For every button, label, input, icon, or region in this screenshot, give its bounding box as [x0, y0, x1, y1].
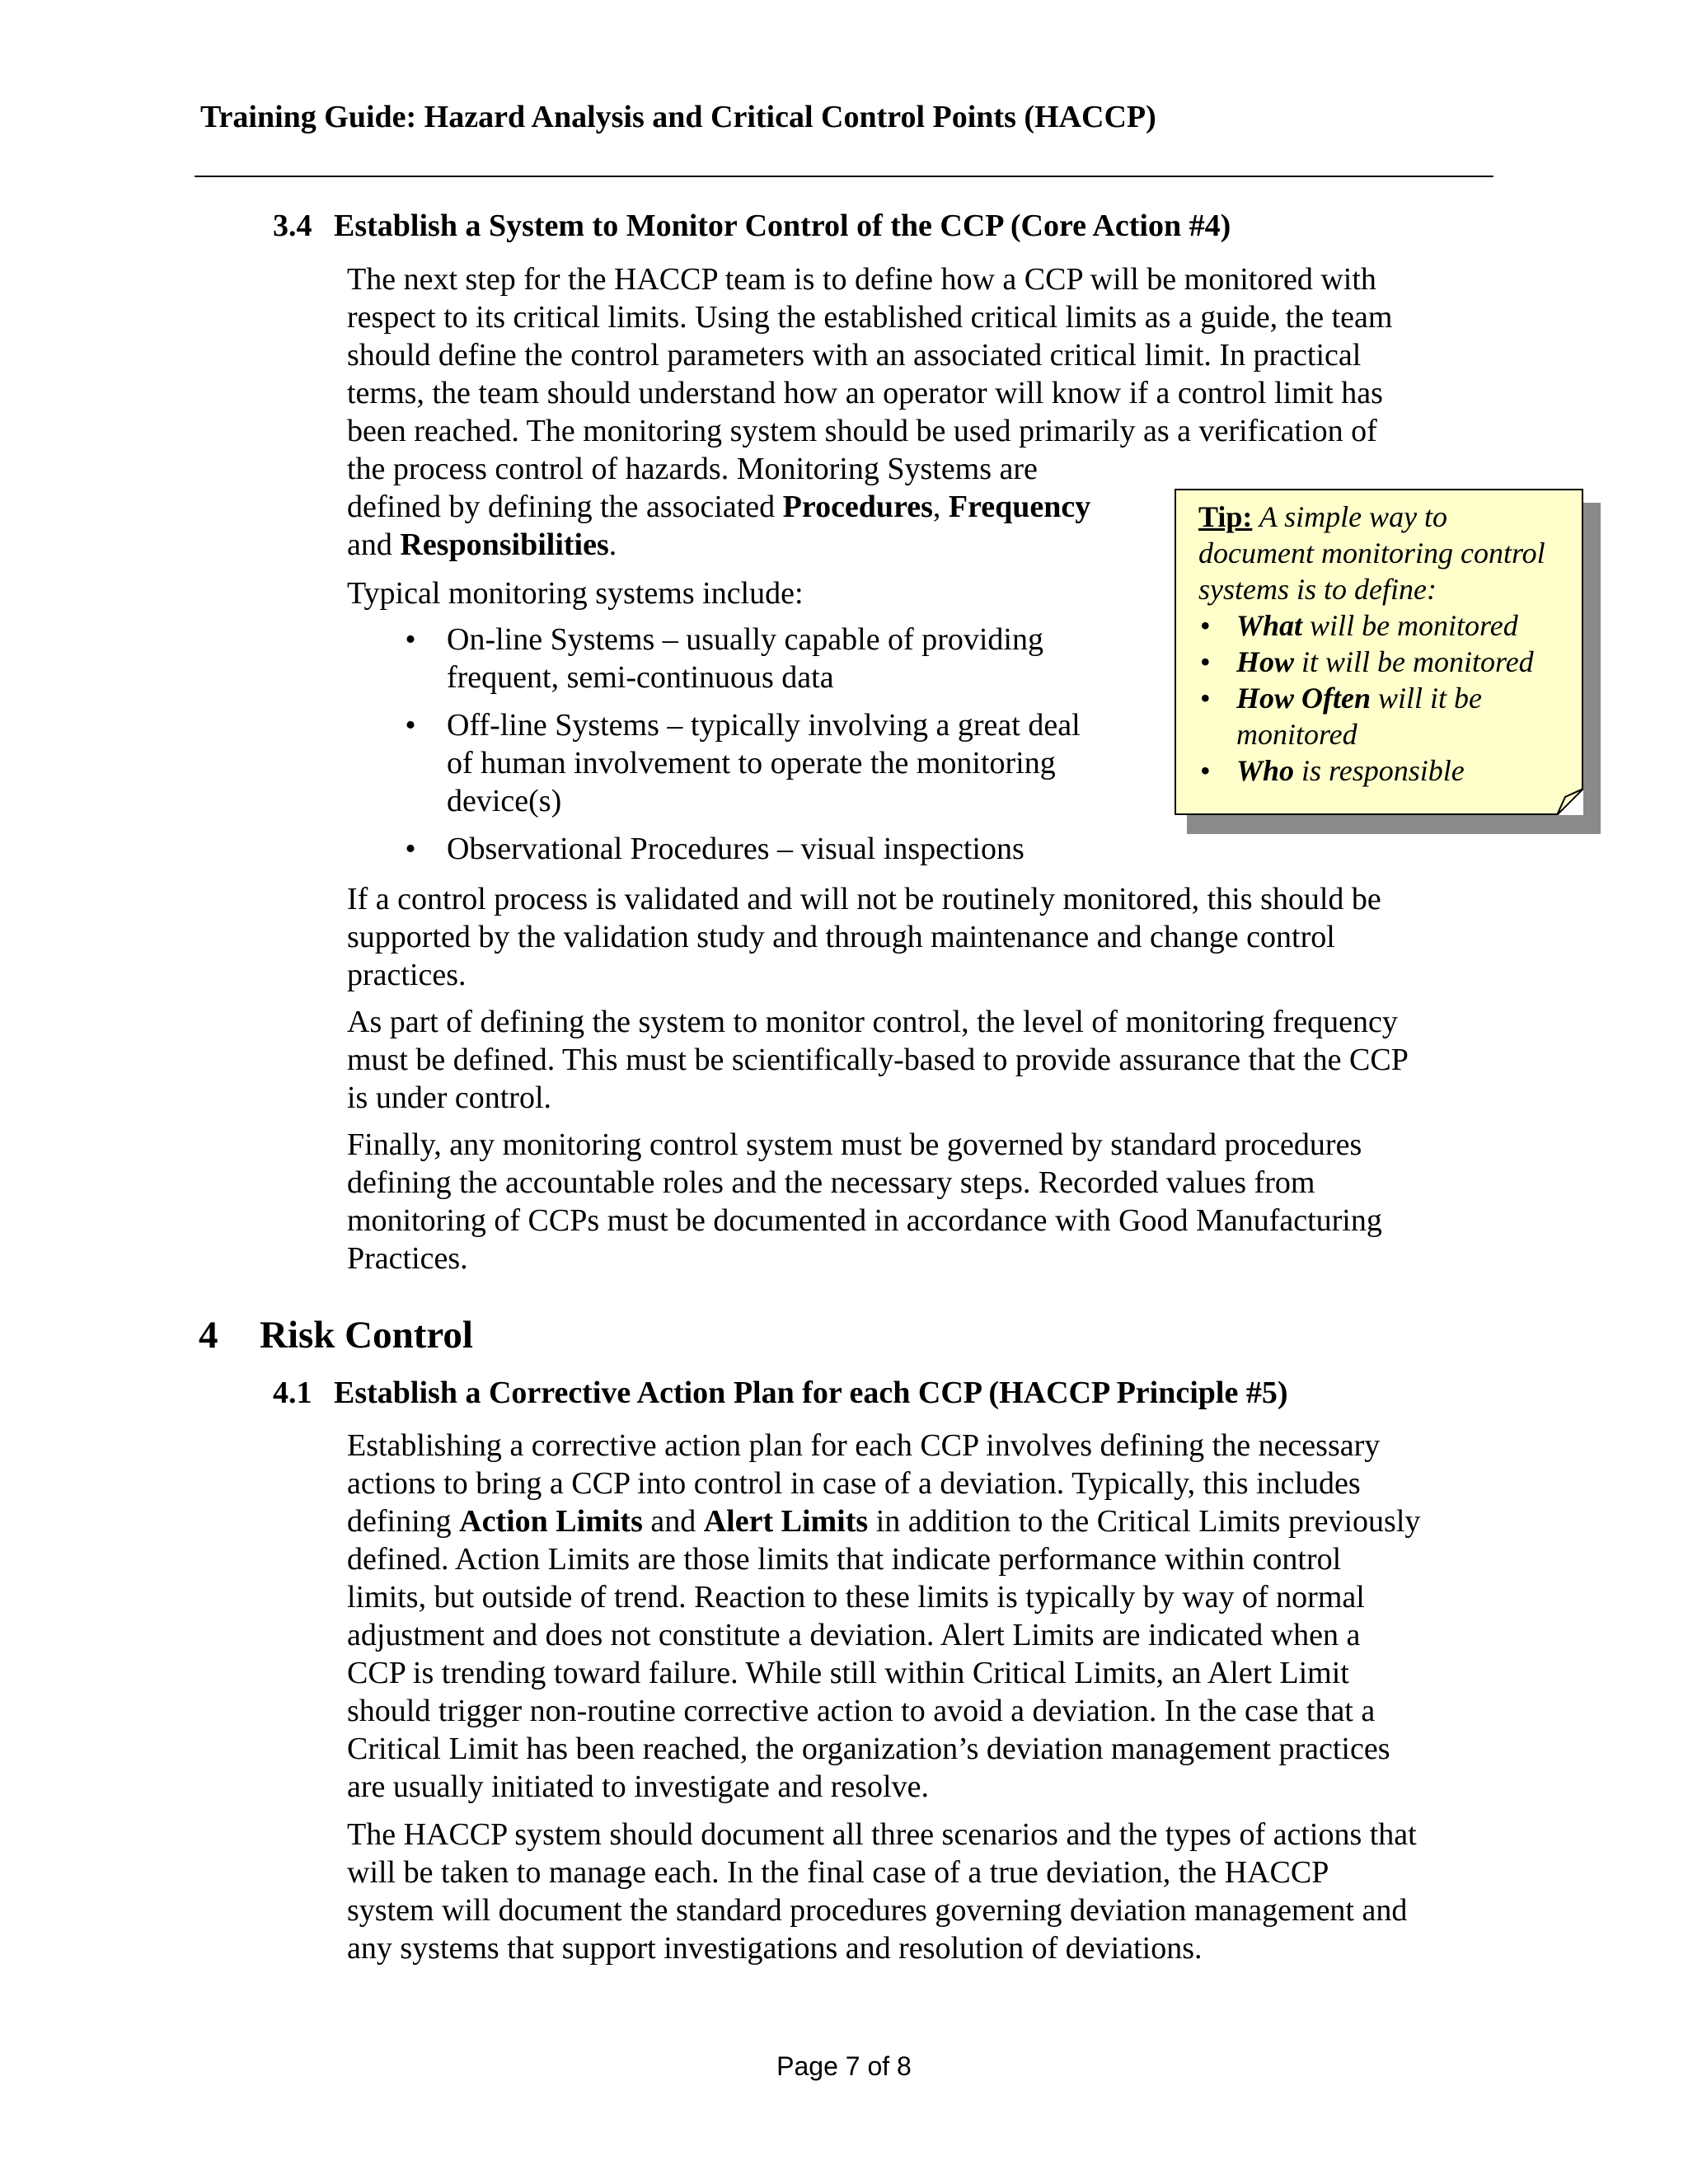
bullet-icon: • [405, 832, 416, 866]
section-number: 4 [199, 1314, 218, 1357]
text-line: actions to bring a CCP into control in case of a deviation. Typically, this includes [347, 1466, 1361, 1501]
bold-term-responsibilities: Responsibilities [400, 527, 609, 562]
section-number: 3.4 [273, 209, 312, 243]
list-item [1198, 680, 1565, 752]
section-title: Establish a System to Monitor Control of the CCP (Core Action #4) [334, 209, 1231, 243]
header-title: Training Guide: Hazard Analysis and Critical Control Points (HACCP) [200, 100, 1156, 134]
text-line: system will document the standard procedures governing deviation management and [347, 1893, 1408, 1928]
text-run: A simple way to [1252, 500, 1448, 533]
section-4-1-heading [273, 1373, 1287, 1413]
header-divider [195, 176, 1493, 177]
section-3-4-heading [273, 206, 1231, 246]
text-line: If a control process is validated and will not be routinely monitored, this should be [347, 882, 1381, 916]
bullet-icon: • [1200, 645, 1211, 678]
text-line: Observational Procedures – visual inspections [447, 832, 1025, 866]
text-line: Finally, any monitoring control system must be governed by standard procedures [347, 1127, 1362, 1162]
text-line: adjustment and does not constitute a deviation. Alert Limits are indicated when a [347, 1618, 1361, 1652]
text-run: . [608, 527, 617, 562]
text-line: The HACCP system should document all three scenarios and the types of actions that [347, 1817, 1417, 1852]
text-run: it will be monitored [1294, 645, 1534, 678]
text-line: As part of defining the system to monitor control, the level of monitoring frequency [347, 1005, 1398, 1039]
text-line: Off-line Systems – typically involving a great deal [447, 708, 1081, 743]
text-line: is under control. [347, 1080, 552, 1115]
text-run: monitored [1236, 718, 1357, 751]
bullet-icon: • [1200, 682, 1211, 715]
section-number: 4.1 [273, 1376, 312, 1410]
text-line: should define the control parameters with an associated critical limit. In practical [347, 338, 1362, 373]
text-line: defining the accountable roles and the necessary steps. Recorded values from [347, 1165, 1315, 1200]
text-line: limits, but outside of trend. Reaction to these limits is typically by way of normal [347, 1580, 1365, 1615]
list-item [347, 830, 1155, 868]
text-line: The next step for the HACCP team is to define how a CCP will be monitored with [347, 262, 1376, 297]
section-4-heading [199, 1312, 473, 1358]
section-title: Establish a Corrective Action Plan for each CCP (HACCP Principle #5) [334, 1376, 1288, 1410]
tip-keyword: How Often [1236, 682, 1372, 715]
text-line: must be defined. This must be scientifically-based to provide assurance that the CCP [347, 1043, 1409, 1077]
text-line: terms, the team should understand how an operator will know if a control limit has [347, 376, 1383, 410]
text-line: monitoring of CCPs must be documented in accordance with Good Manufacturing [347, 1203, 1382, 1238]
paragraph-frequency [347, 1003, 1501, 1117]
typical-systems-intro: Typical monitoring systems include: [347, 576, 804, 611]
bold-term-action-limits: Action Limits [459, 1504, 643, 1539]
text-line: CCP is trending toward failure. While still within Critical Limits, an Alert Limit [347, 1656, 1349, 1690]
text-line: supported by the validation study and through maintenance and change control [347, 920, 1335, 954]
text-line: practices. [347, 958, 467, 992]
tip-keyword: What [1236, 609, 1303, 642]
list-item [1198, 644, 1565, 680]
tip-keyword: How [1236, 645, 1295, 678]
text-run: and [347, 527, 401, 562]
list-item [1198, 752, 1565, 789]
text-line: should trigger non-routine corrective action to avoid a deviation. In the case that a [347, 1694, 1376, 1728]
bold-term-frequency: Frequency [948, 490, 1091, 524]
text-line [347, 1502, 1501, 1540]
text-line: defined. Action Limits are those limits that indicate performance within control [347, 1542, 1342, 1577]
text-run: will it be [1371, 682, 1483, 715]
text-run: , [932, 490, 949, 524]
text-line: On-line Systems – usually capable of providing [447, 622, 1043, 657]
list-item [1198, 607, 1565, 644]
list-item [347, 621, 1155, 696]
tip-keyword: Who [1236, 754, 1295, 787]
text-line: will be taken to manage each. In the final case of a true deviation, the HACCP [347, 1855, 1329, 1890]
text-line: frequent, semi-continuous data [447, 660, 834, 695]
text-line: any systems that support investigations and resolution of deviations. [347, 1931, 1203, 1966]
text-line: Establishing a corrective action plan for each CCP involves defining the necessary [347, 1428, 1381, 1463]
tip-callout [1175, 489, 1583, 815]
section-4-1-paragraph-2 [347, 1816, 1501, 1967]
page-fold-icon [1557, 789, 1583, 815]
bullet-icon: • [1200, 754, 1211, 787]
text-run: defined by defining the associated [347, 490, 783, 524]
text-line: device(s) [447, 784, 562, 818]
bold-term-procedures: Procedures [782, 490, 933, 524]
section-4-1-paragraph-1 [347, 1427, 1501, 1806]
bullet-icon: • [405, 708, 416, 743]
bullet-icon: • [405, 622, 416, 657]
text-line: Practices. [347, 1241, 468, 1276]
text-run: and [642, 1504, 704, 1539]
text-run: will be monitored [1302, 609, 1518, 642]
tip-label: Tip: [1198, 500, 1253, 533]
text-run: defining [347, 1504, 460, 1539]
bold-term-alert-limits: Alert Limits [703, 1504, 869, 1539]
tip-list [1198, 607, 1565, 789]
text-line: the process control of hazards. Monitoring Systems are [347, 452, 1038, 486]
monitoring-systems-list [347, 621, 1155, 878]
text-line: are usually initiated to investigate and resolve. [347, 1769, 929, 1804]
list-item [347, 706, 1155, 820]
bullet-icon: • [1200, 609, 1211, 642]
paragraph-finally [347, 1126, 1501, 1277]
text-line: been reached. The monitoring system should be used primarily as a verification of [347, 414, 1377, 448]
tip-intro-line [1198, 499, 1565, 535]
page-number: Page 7 of 8 [776, 2051, 912, 2081]
text-line: of human involvement to operate the monitoring [447, 746, 1056, 780]
text-line: document monitoring control [1198, 537, 1545, 569]
section-title: Risk Control [260, 1314, 473, 1357]
text-run: is responsible [1294, 754, 1465, 787]
text-line: systems is to define: [1198, 573, 1437, 606]
paragraph-validated [347, 880, 1501, 994]
text-line: respect to its critical limits. Using the established critical limits as a guide, the team [347, 300, 1393, 335]
text-line: Critical Limit has been reached, the organization’s deviation management practices [347, 1732, 1390, 1766]
text-run: in addition to the Critical Limits previously [868, 1504, 1421, 1539]
